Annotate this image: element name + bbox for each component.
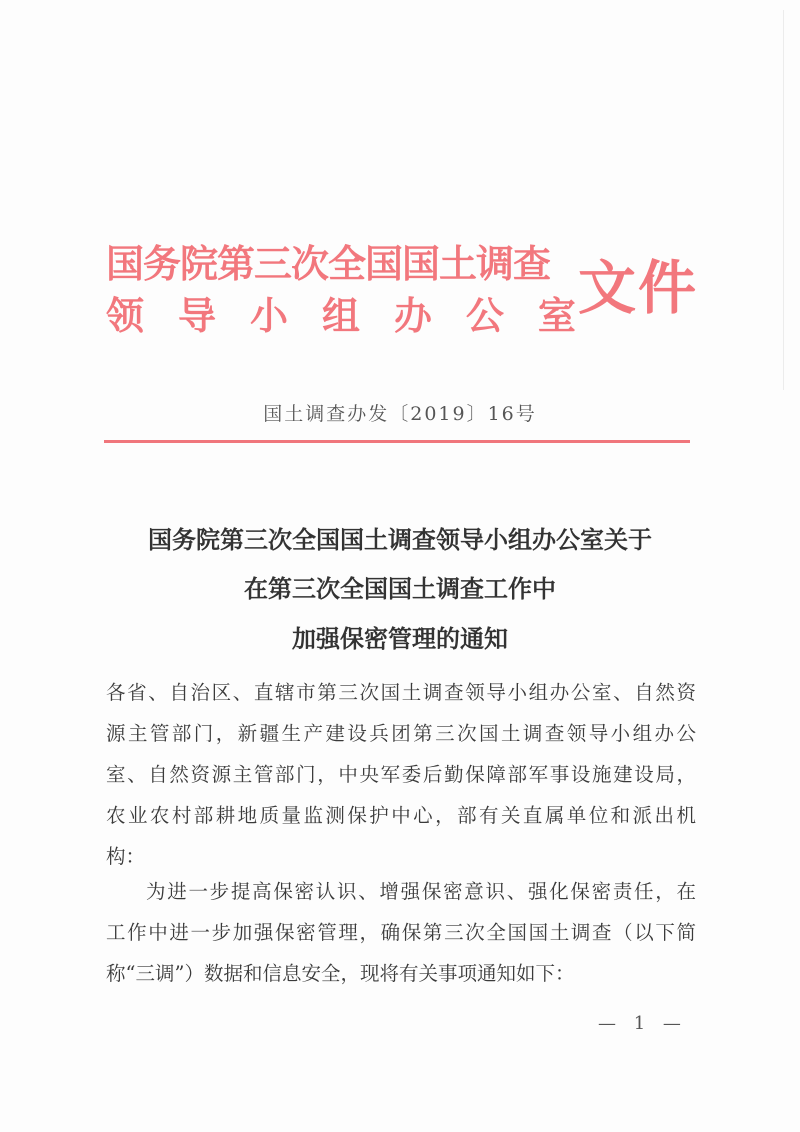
issuer-char: 公 bbox=[465, 293, 504, 338]
title-line-1: 国务院第三次全国国土调查领导小组办公室关于 bbox=[148, 525, 652, 554]
issuer-char: 组 bbox=[321, 293, 360, 338]
text-line: 称“三调”）数据和信息安全，现将有关事项通知如下： bbox=[106, 962, 575, 985]
issuer-line-1: 国务院第三次全国国土调查 bbox=[106, 241, 551, 286]
issuer-line-2 bbox=[106, 292, 576, 340]
issuer-char: 办 bbox=[393, 293, 432, 338]
intro-paragraph bbox=[106, 871, 696, 994]
red-divider bbox=[104, 440, 690, 443]
title-line-3: 加强保密管理的通知 bbox=[292, 624, 508, 653]
addressee-paragraph bbox=[106, 672, 696, 877]
text-line: 农业农村部耕地质量监测保护中心，部有关直属单位和派出机 bbox=[106, 804, 696, 827]
title-line-2: 在第三次全国国土调查工作中 bbox=[244, 574, 556, 603]
text-line: 室、自然资源主管部门，中央军委后勤保障部军事设施建设局， bbox=[106, 763, 696, 786]
document-number: 国土调查办发〔2019〕16号 bbox=[263, 403, 537, 425]
page-number: — 1 — bbox=[598, 1013, 687, 1034]
issuer-char: 领 bbox=[106, 293, 145, 338]
text-line: 构： bbox=[106, 845, 146, 868]
text-line: 为进一步提高保密认识、增强保密意识、强化保密责任，在 bbox=[146, 880, 696, 903]
text-line: 工作中进一步加强保密管理，确保第三次全国国土调查（以下简 bbox=[106, 921, 696, 944]
text-line: 源主管部门，新疆生产建设兵团第三次国土调查领导小组办公 bbox=[106, 722, 696, 745]
text-line: 各省、自治区、直辖市第三次国土调查领导小组办公室、自然资 bbox=[106, 681, 696, 704]
issuer-char: 小 bbox=[249, 293, 288, 338]
scan-edge-line bbox=[783, 10, 784, 390]
doc-type-label: 文件 bbox=[578, 254, 699, 322]
issuer-char: 室 bbox=[537, 293, 576, 338]
red-header bbox=[106, 240, 706, 360]
issuer-char: 导 bbox=[177, 293, 216, 338]
